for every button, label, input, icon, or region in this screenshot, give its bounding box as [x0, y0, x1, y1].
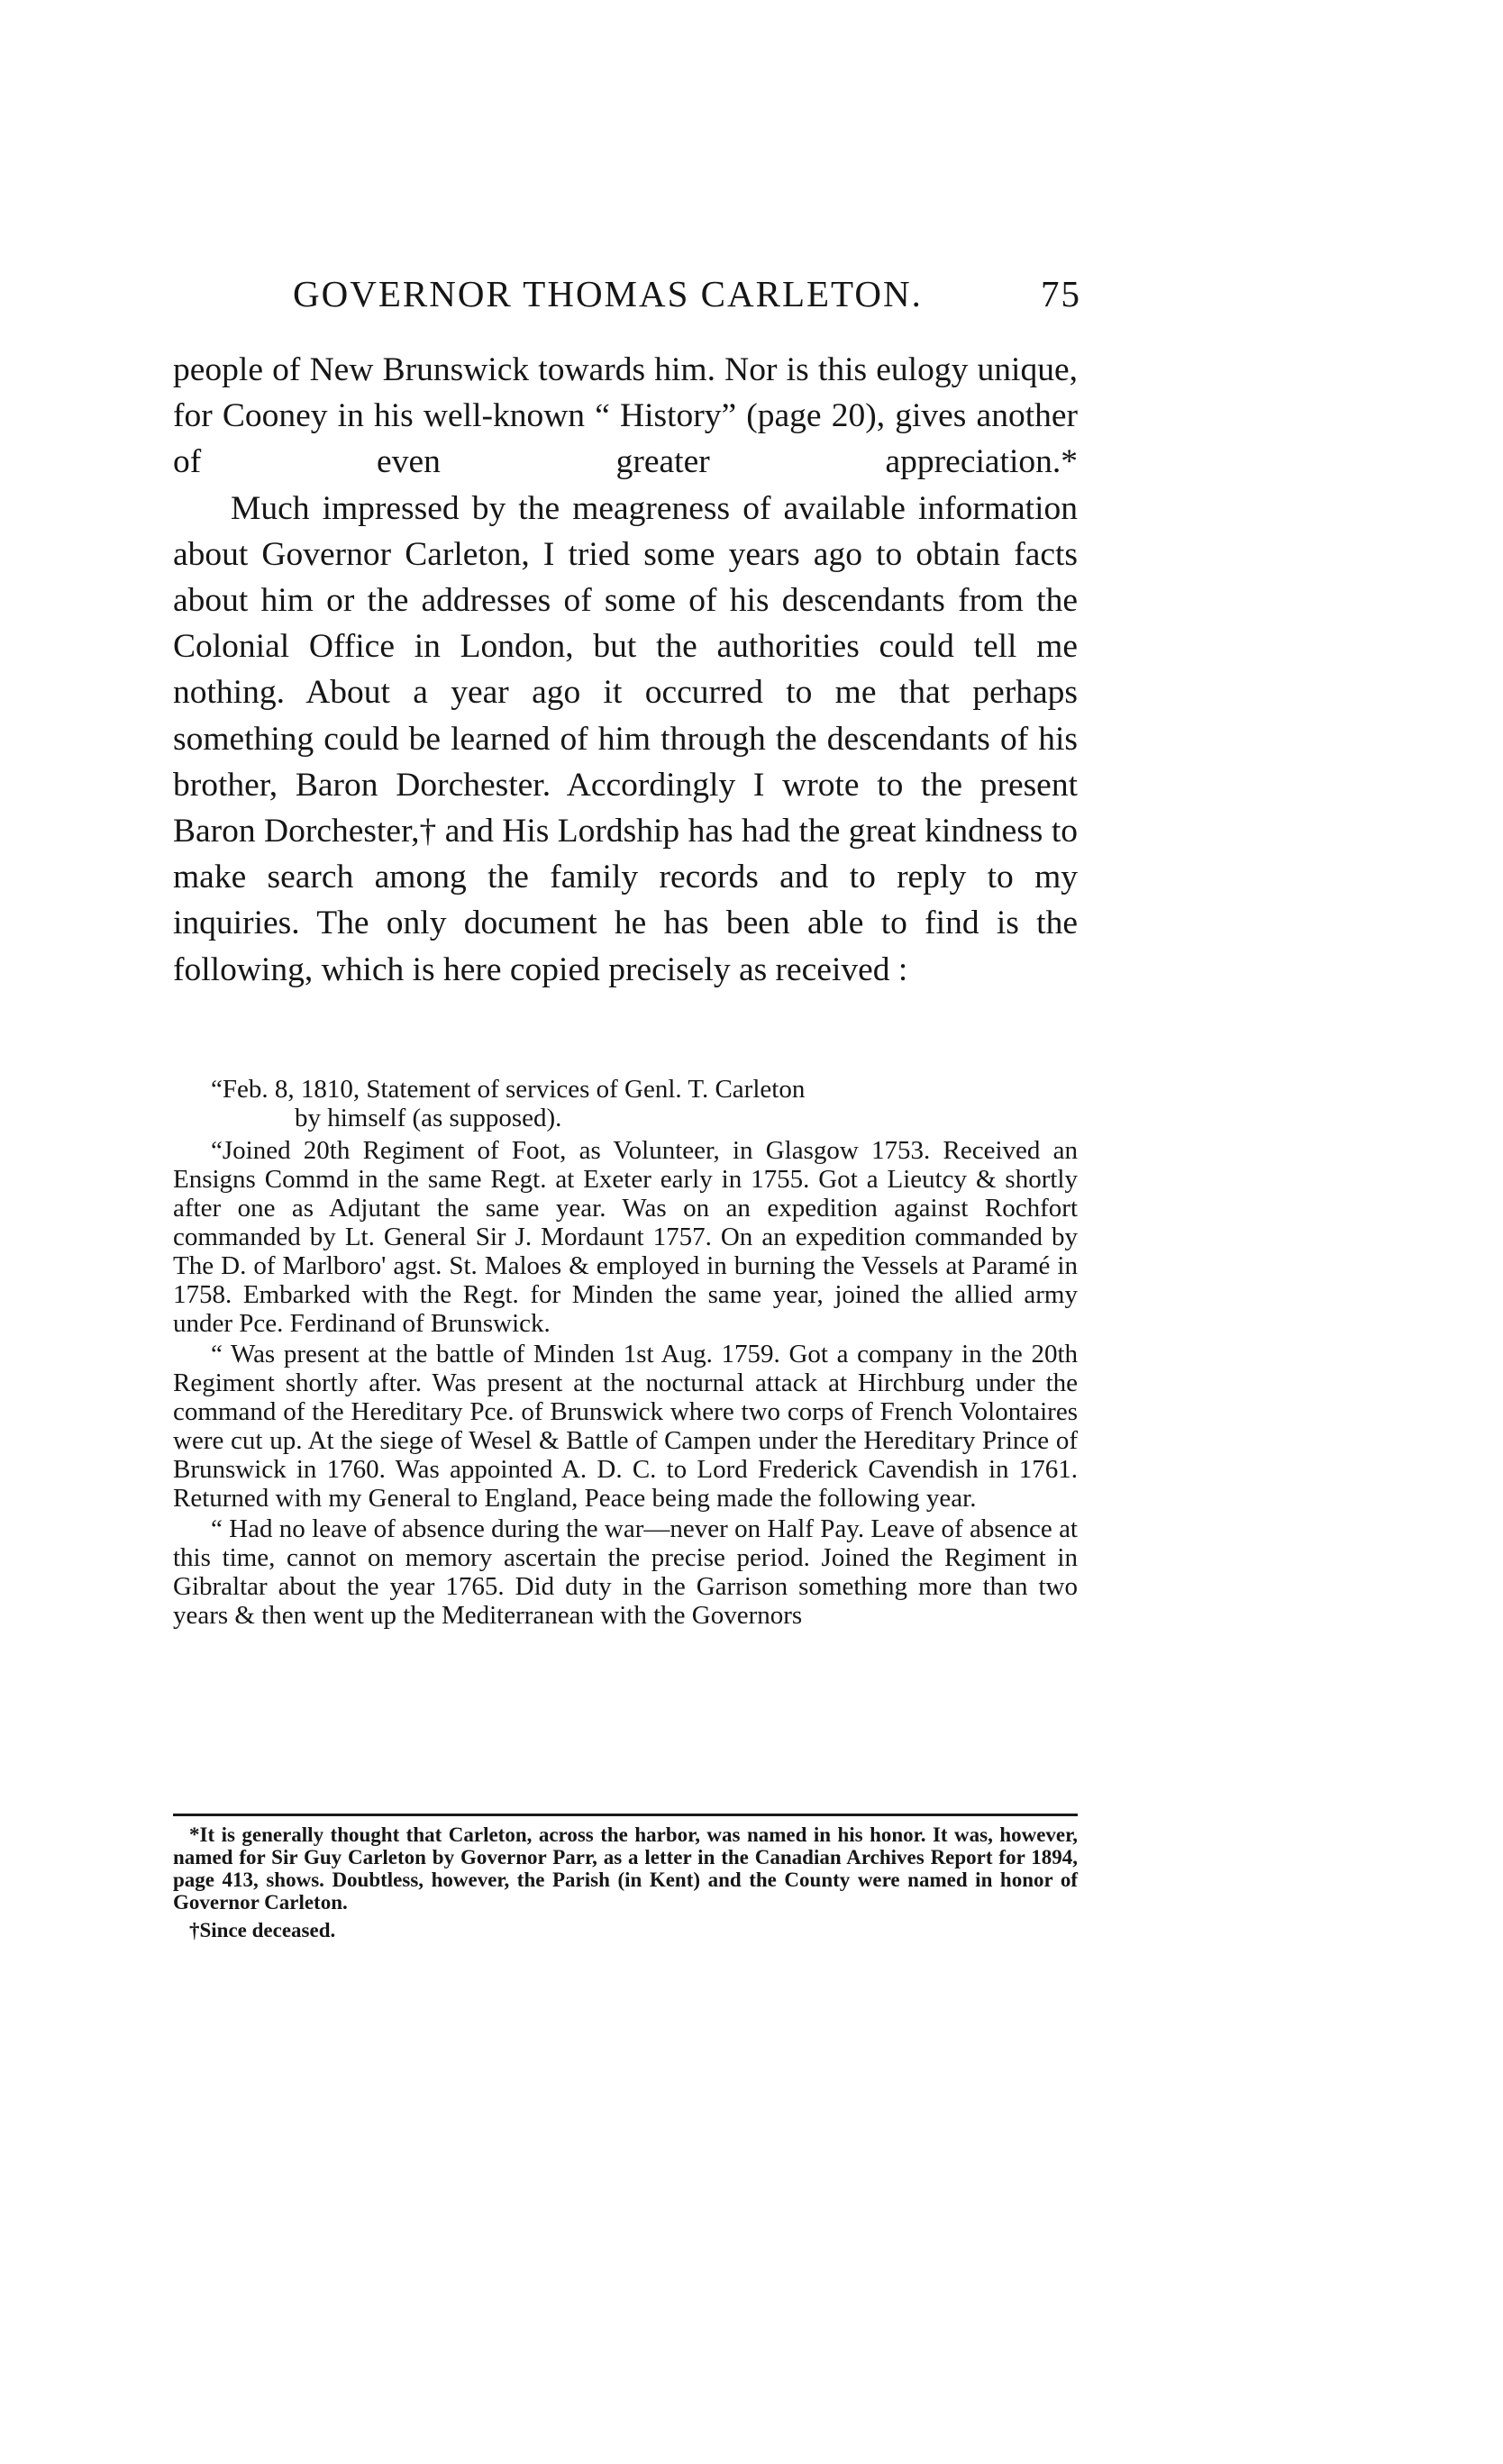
statement-paragraph: “Joined 20th Regiment of Foot, as Volunteer, in Glasgow 1753. Received an Ensigns Commd in the same Regt. at Exeter early in 1755. Got a Lieutcy & shortly after one as Adjutant the same year. Was on an expedition against Rochfort commanded by Lt. General Sir J. Mordaunt 1757. On an expedition commanded by The D. of Marlboro' agst. St. Maloes & employed in burning the Vessels at Paramé in 1758. Embarked with the Regt. for Minden the same year, joined the allied army under Pce. Ferdinand of Brunswick. [173, 1136, 1078, 1338]
main-text [173, 347, 1078, 993]
footnote: †Since deceased. [189, 1919, 336, 1941]
running-head: GOVERNOR THOMAS CARLETON. [293, 273, 923, 314]
footnote: *It is generally thought that Carleton, across the harbor, was named in his honor. It was, however, named for Sir Guy Carleton by Governor Parr, as a letter in the Canadian Archives Report for 1894, page 413, shows. Doubtless, however, the Parish (in Kent) and the County were named in honor of Governor Carleton. [173, 1823, 1078, 1914]
statement-heading: “Feb. 8, 1810, Statement of services of Genl. T. Carleton [211, 1075, 806, 1104]
page-header [293, 272, 1081, 326]
footnotes [173, 1823, 1078, 1941]
body-paragraph: Much impressed by the meagreness of available information about Governor Carleton, I tried some years ago to obtain facts about him or the addresses of some of his descendants from the Colonial Office in London, but the authorities could tell me nothing. About a year ago it occurred to me that perhaps something could be learned of him through the descendants of his brother, Baron Dorchester. Accordingly I wrote to the present Baron Dorchester,† and His Lordship has had the great kindness to make search among the family records and to reply to my inquiries. The only document he has been able to find is the following, which is here copied precisely as received : [173, 489, 1078, 988]
footnote-rule [173, 1814, 1078, 1816]
statement-caption: by himself (as supposed). [295, 1104, 562, 1132]
statement-paragraph: “ Had no leave of absence during the war—never on Half Pay. Leave of absence at this time, cannot on memory ascertain the precise period. Joined the Regiment in Gibraltar about the year 1765. Did duty in the Garrison something more than two years & then went up the Mediterranean with the Governors [173, 1514, 1078, 1630]
body-paragraph: people of New Brunswick towards him. Nor is this eulogy unique, for Cooney in his well-known “ History” (page 20), gives another of even greater appreciation.* [173, 351, 1078, 481]
statement-paragraph: “ Was present at the battle of Minden 1st Aug. 1759. Got a company in the 20th Regiment shortly after. Was present at the nocturnal attack at Hirchburg under the command of the Hereditary Pce. of Brunswick where two corps of French Volontaires were cut up. At the siege of Wesel & Battle of Campen under the Hereditary Prince of Brunswick in 1760. Was appointed A. D. C. to Lord Frederick Cavendish in 1761. Returned with my General to England, Peace being made the following year. [173, 1340, 1078, 1513]
quoted-statement [173, 1075, 1078, 1632]
page-number: 75 [1041, 273, 1081, 314]
